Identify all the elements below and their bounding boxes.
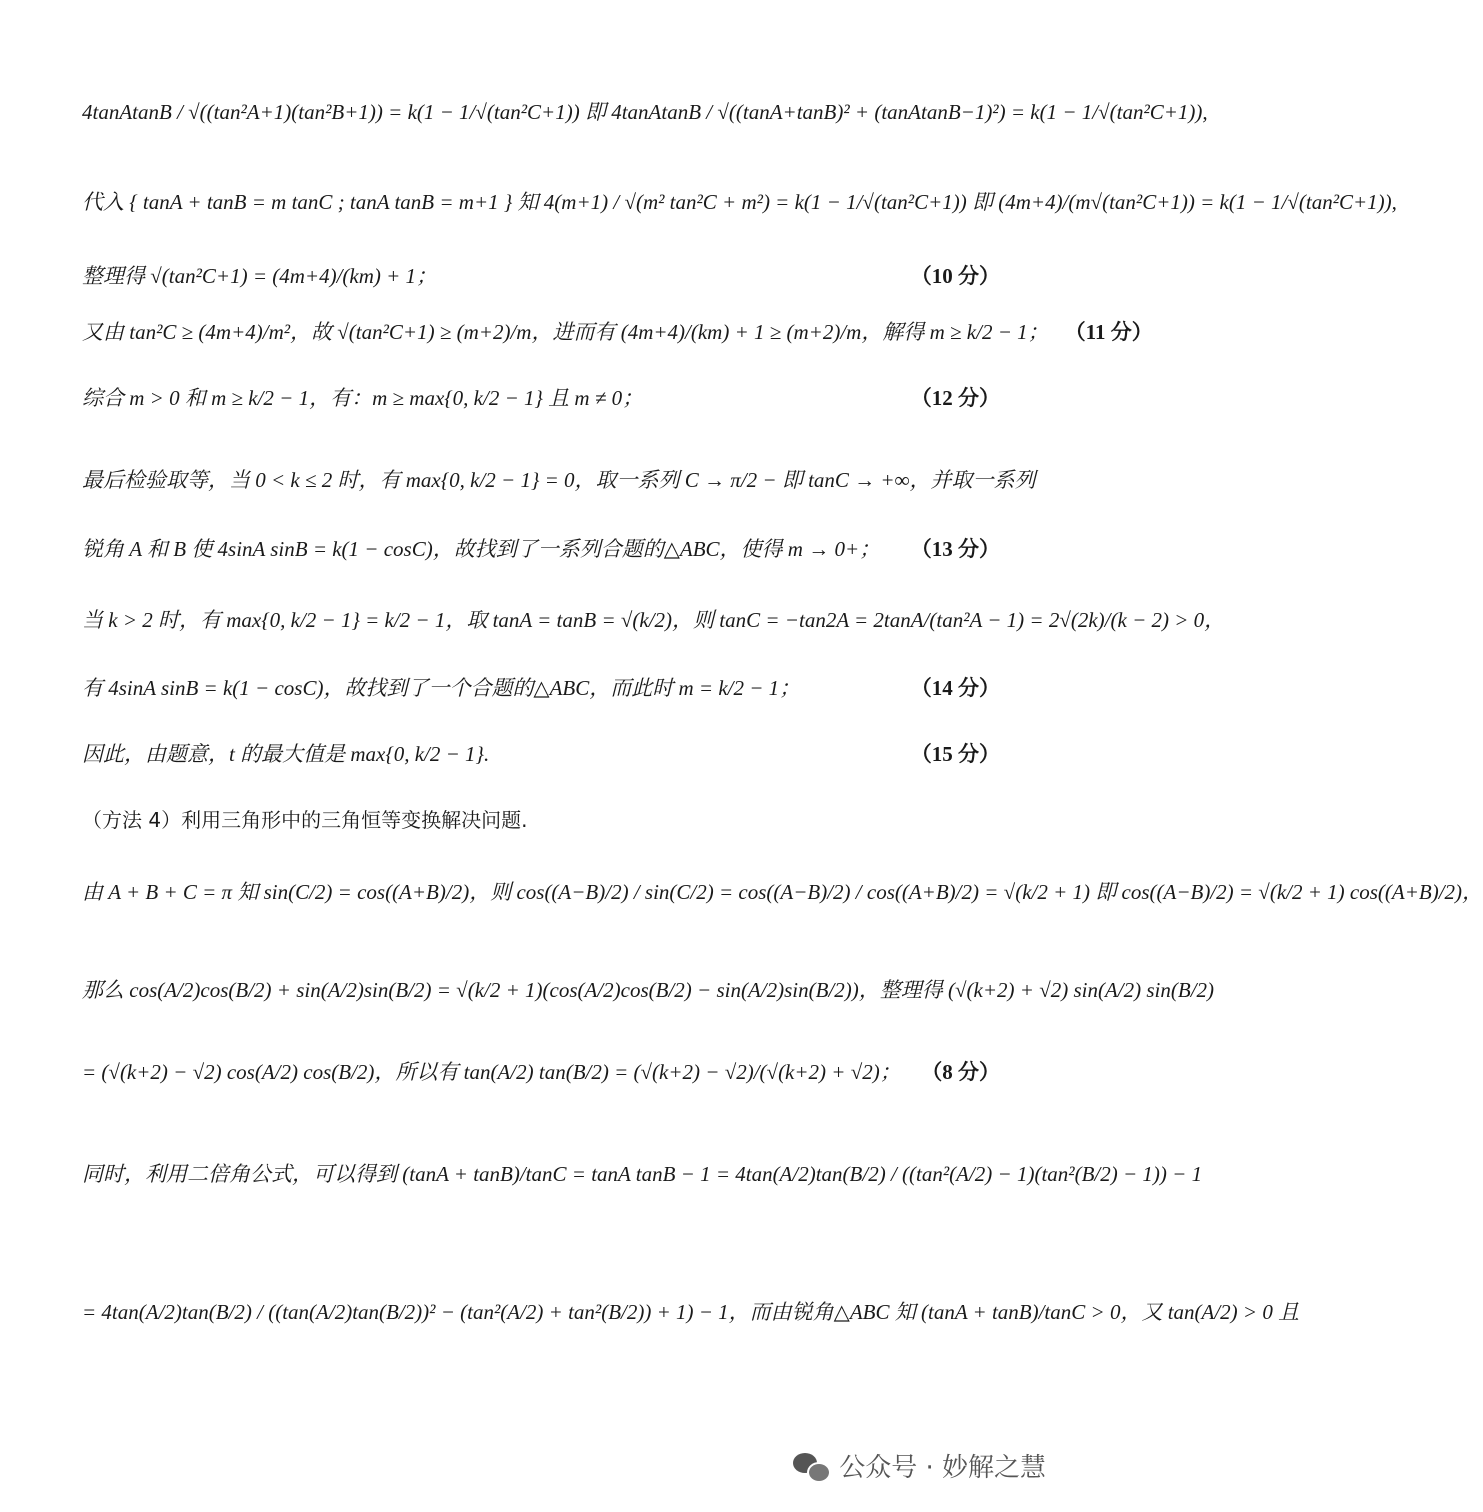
line-text: （方法 4）利用三角形中的三角恒等变换解决问题. xyxy=(82,808,528,832)
line-text: 代入 { tanA + tanB = m tanC ; tanA tanB = m+1 } 知 4(m+1) / √(m² tan²C + m²) = k(1 − 1/√(tan²C+1)) 即 (4m+4)/(m√(tan²C+1)) = k(1 − 1/√(tan²C+1)), xyxy=(82,190,1397,214)
score-label: （14 分） xyxy=(910,676,1000,700)
line-text: 4tanAtanB / √((tan²A+1)(tan²B+1)) = k(1 − 1/√(tan²C+1)) 即 4tanAtanB / √((tanA+tanB)² + (tanAtanB−1)²) = k(1 − 1/√(tan²C+1)), xyxy=(82,100,1208,124)
method-heading xyxy=(82,804,1000,833)
line-text: 那么 cos(A/2)cos(B/2) + sin(A/2)sin(B/2) = √(k/2 + 1)(cos(A/2)cos(B/2) − sin(A/2)sin(B/2))，整理得 (√(k+2) + √2) sin(A/2) sin(B/2) xyxy=(82,978,1215,1002)
equation-line-5 xyxy=(82,382,1000,412)
score-label: （10 分） xyxy=(910,264,1000,288)
equation-line-8 xyxy=(82,604,1226,634)
equation-line-16 xyxy=(82,1296,1300,1326)
equation-line-2 xyxy=(82,186,1397,216)
equation-line-12 xyxy=(82,876,1483,906)
line-text: 同时，利用二倍角公式，可以得到 (tanA + tanB)/tanC = tanA tanB − 1 = 4tan(A/2)tan(B/2) / ((tan²(A/2) − 1)(tan²(B/2) − 1)) − 1 xyxy=(82,1162,1203,1186)
line-text: 整理得 √(tan²C+1) = (4m+4)/(km) + 1； xyxy=(82,264,438,288)
score-label: （13 分） xyxy=(910,537,1000,561)
equation-line-4 xyxy=(82,316,1153,346)
equation-line-14 xyxy=(82,1056,1000,1086)
equation-line-13 xyxy=(82,974,1215,1004)
score-label: （12 分） xyxy=(910,386,1000,410)
equation-line-6 xyxy=(82,464,1036,494)
line-text: = 4tan(A/2)tan(B/2) / ((tan(A/2)tan(B/2))² − (tan²(A/2) + tan²(B/2)) + 1) − 1，而由锐角△ABC 知 (tanA + tanB)/tanC > 0，又 tan(A/2) > 0 且 xyxy=(82,1300,1300,1324)
line-text: 因此，由题意，t 的最大值是 max{0, k/2 − 1}. xyxy=(82,742,490,766)
line-text: 综合 m > 0 和 m ≥ k/2 − 1，有：m ≥ max{0, k/2 − 1} 且 m ≠ 0； xyxy=(82,386,644,410)
equation-line-7 xyxy=(82,533,1000,563)
watermark-label: 公众号 · 妙解之慧 xyxy=(839,1453,1046,1483)
line-text: 当 k > 2 时，有 max{0, k/2 − 1} = k/2 − 1，取 tanA = tanB = √(k/2)，则 tanC = −tan2A = 2tanA/(tan²A − 1) = 2√(2k)/(k − 2) > 0， xyxy=(82,608,1226,632)
wechat-icon xyxy=(793,1451,829,1481)
equation-line-15 xyxy=(82,1158,1203,1188)
equation-line-3 xyxy=(82,260,1000,290)
watermark xyxy=(793,1447,1046,1484)
equation-line-10 xyxy=(82,738,1000,768)
line-text: 最后检验取等，当 0 < k ≤ 2 时，有 max{0, k/2 − 1} = 0，取一系列 C → π/2 − 即 tanC → +∞，并取一系列 xyxy=(82,468,1036,492)
equation-line-1 xyxy=(82,96,1208,126)
score-label: （8 分） xyxy=(921,1060,1000,1084)
equation-line-9 xyxy=(82,672,1000,702)
line-text: 有 4sinA sinB = k(1 − cosC)，故找到了一个合题的△ABC，而此时 m = k/2 − 1； xyxy=(82,676,801,700)
line-text: 又由 tan²C ≥ (4m+4)/m²，故 √(tan²C+1) ≥ (m+2)/m，进而有 (4m+4)/(km) + 1 ≥ (m+2)/m，解得 m ≥ k/2 − 1； xyxy=(82,320,1049,344)
line-text: = (√(k+2) − √2) cos(A/2) cos(B/2)，所以有 tan(A/2) tan(B/2) = (√(k+2) − √2)/(√(k+2) + √2)； xyxy=(82,1060,901,1084)
line-text: 由 A + B + C = π 知 sin(C/2) = cos((A+B)/2)，则 cos((A−B)/2) / sin(C/2) = cos((A−B)/2) / cos((A+B)/2) = √(k/2 + 1) 即 cos((A−B)/2) = √(k/2 + 1) cos((A+B)/2)， xyxy=(82,880,1483,904)
line-text: 锐角 A 和 B 使 4sinA sinB = k(1 − cosC)，故找到了一系列合题的△ABC，使得 m → 0+； xyxy=(82,537,881,561)
score-label: （11 分） xyxy=(1064,320,1153,344)
score-label: （15 分） xyxy=(910,742,1000,766)
